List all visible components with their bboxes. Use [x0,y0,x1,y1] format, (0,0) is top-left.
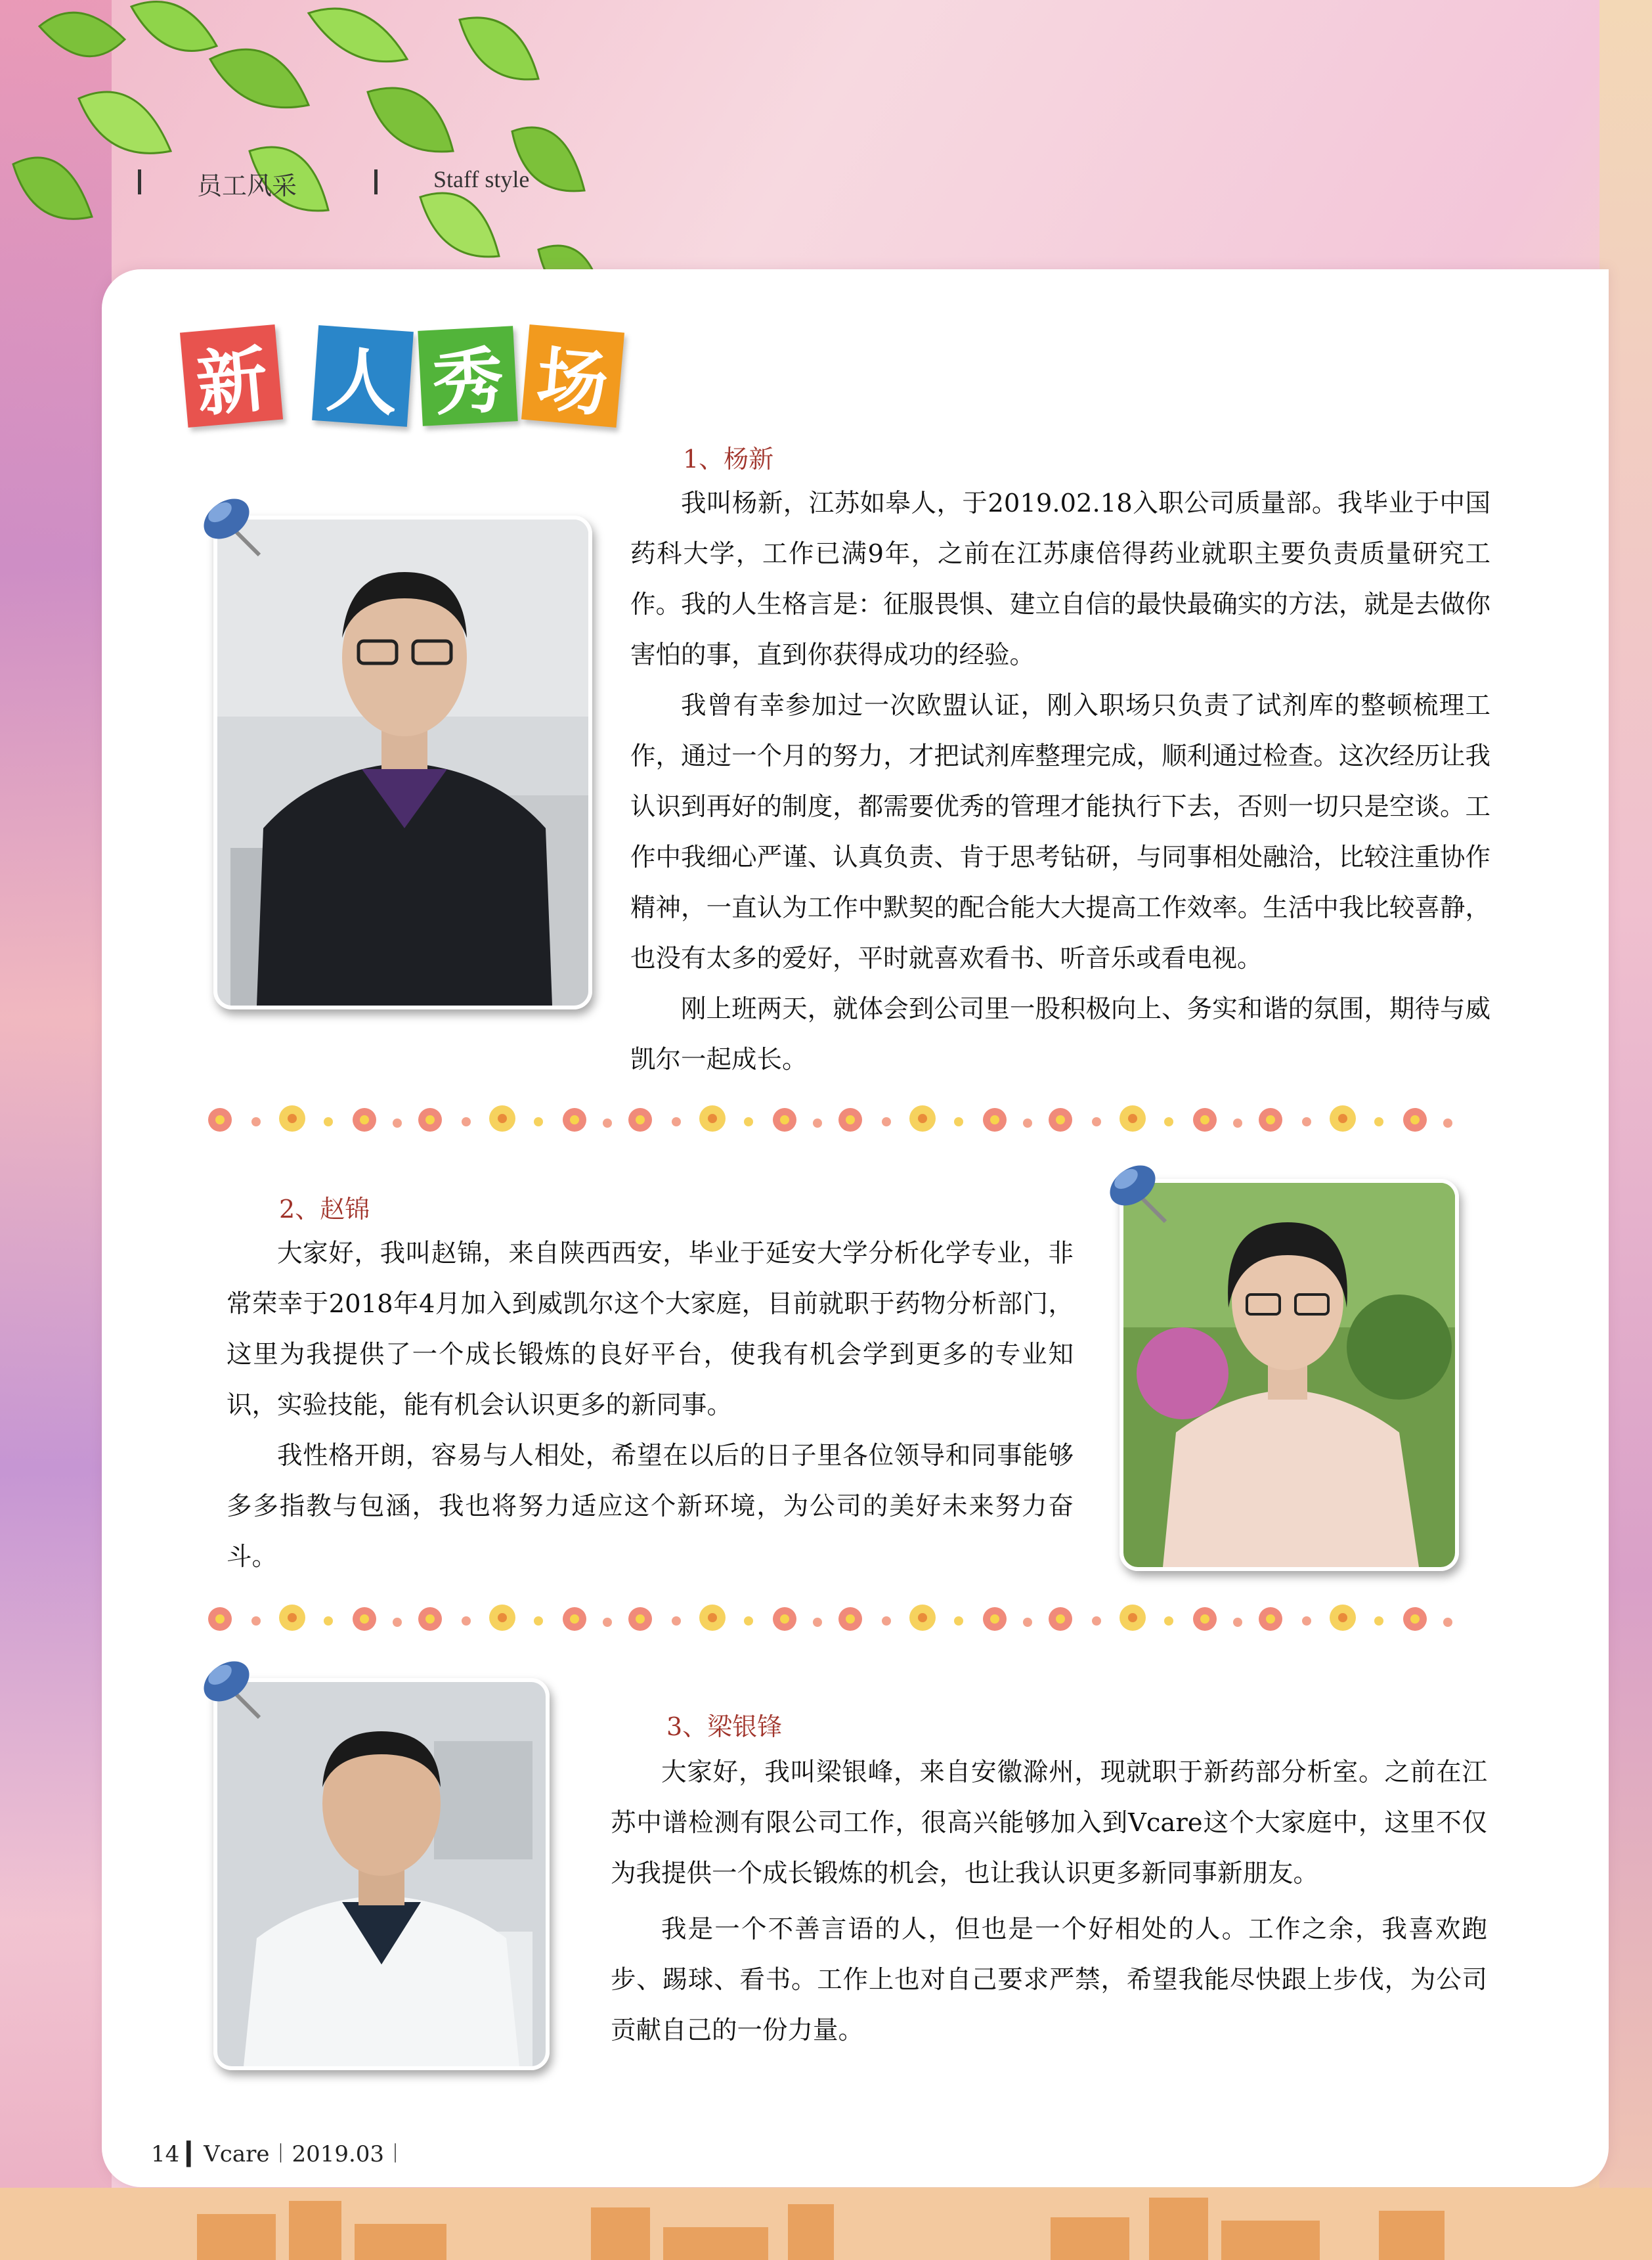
profile-heading: 2、赵锦 [279,1195,370,1224]
pushpin-icon [197,489,269,562]
profile-paragraph: 刚上班两天，就体会到公司里一股积极向上、务实和谐的氛围，期待与威凯尔一起成长。 [630,994,1490,1075]
profile-paragraph: 大家好，我叫赵锦，来自陕西西安，毕业于延安大学分析化学专业，非常荣幸于2018年4月加入到威凯尔这个大家庭，目前就职于药物分析部门，这里为我提供了一个成长锻炼的良好平台，使我有机会学到更多的专业知识，实验技能，能有机会认识更多的新同事。 [227,1239,1074,1420]
city-skyline-decoration [0,2188,1652,2260]
header-divider [374,169,378,194]
profile-text [630,478,1490,1085]
header-divider [138,169,141,194]
pushpin-icon [1103,1156,1175,1228]
profile-text [611,1747,1487,2056]
header-section-en: Staff style [433,166,530,192]
title-tile: 人 [312,325,414,427]
title-tile: 场 [521,324,624,428]
profile-photo [213,1678,550,2070]
profile-heading: 1、杨新 [683,445,774,474]
profile-paragraph: 我曾有幸参加过一次欧盟认证，刚入职场只负责了试剂库的整顿梳理工作，通过一个月的努力，才把试剂库整理完成，顺利通过检查。这次经历让我认识到再好的制度，都需要优秀的管理才能执行下去，否则一切只是空谈。工作中我细心严谨、认真负责、肯于思考钻研，与同事相处融洽，比较注重协作精神，一直认为工作中默契的配合能大大提高工作效率。生活中我比较喜静，也没有太多的爱好，平时就喜欢看书、听音乐或看电视。 [630,691,1490,973]
profile-paragraph: 大家好，我叫梁银峰，来自安徽滁州，现就职于新药部分析室。之前在江苏中谱检测有限公司工作，很高兴能够加入到Vcare这个大家庭中，这里不仅为我提供一个成长锻炼的机会，也让我认识更多新同事新朋友。 [611,1758,1487,1888]
header-section-cn: 员工风采 [197,173,297,200]
profile-paragraph: 我是一个不善言语的人，但也是一个好相处的人。工作之余，我喜欢跑步、踢球、看书。工作上也对自己要求严禁，希望我能尽快跟上步伐，为公司贡献自己的一份力量。 [611,1915,1487,2045]
profile-photo [1119,1179,1459,1571]
profile-paragraph: 我叫杨新，江苏如皋人，于2019.02.18入职公司质量部。我毕业于中国药科大学，工作已满9年，之前在江苏康倍得药业就职主要负责质量研究工作。我的人生格言是：征服畏惧、建立自信的最快最确实的方法，就是去做你害怕的事，直到你获得成功的经验。 [630,489,1490,670]
title-tile: 新 [180,324,283,428]
profile-paragraph: 我性格开朗，容易与人相处，希望在以后的日子里各位领导和同事能够多多指教与包涵，我也将努力适应这个新环境，为公司的美好未来努力奋斗。 [227,1441,1074,1572]
pushpin-icon [197,1652,269,1724]
profile-photo [213,516,592,1009]
title-tile: 秀 [418,326,517,426]
flower-divider [207,1596,1504,1642]
profile-heading: 3、梁银锋 [666,1712,783,1741]
profile-text [227,1228,1074,1582]
flower-divider [207,1097,1504,1143]
page-footer: 14 ▎Vcare︱2019.03︱ [151,2141,407,2167]
